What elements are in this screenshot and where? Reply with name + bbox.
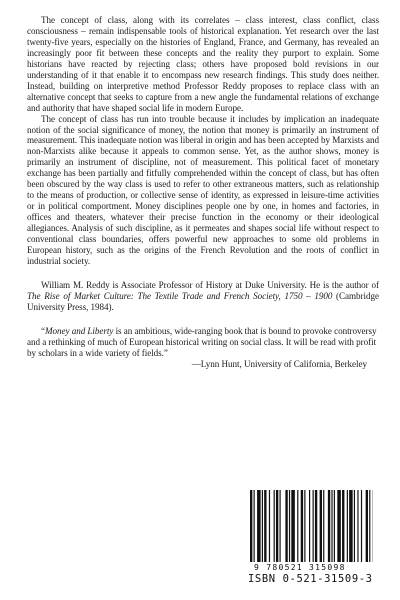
barcode-bar xyxy=(342,490,344,562)
barcode-bar xyxy=(349,490,353,562)
barcode-image xyxy=(249,490,374,562)
barcode-bar xyxy=(369,490,370,562)
isbn-number: ISBN 0-521-31509-3 xyxy=(248,573,373,585)
author-bio xyxy=(27,280,379,313)
barcode-bar xyxy=(320,490,322,562)
barcode-bar xyxy=(334,490,335,562)
barcode-bar xyxy=(280,490,281,562)
barcode-bar xyxy=(337,490,341,562)
barcode-bar xyxy=(347,490,348,562)
barcode-bar xyxy=(354,490,355,562)
barcode-bar xyxy=(304,490,305,562)
barcode-block xyxy=(246,490,376,588)
review-open-quote: “ xyxy=(41,325,45,336)
review-quote xyxy=(27,326,379,370)
barcode-bar xyxy=(361,490,362,562)
author-bio-intro: William M. Reddy is Associate Professor of History at Duke University. He is the author of xyxy=(41,279,379,290)
barcode-bar xyxy=(289,490,290,562)
barcode-bar xyxy=(291,490,295,562)
barcode-bar xyxy=(250,490,252,562)
author-book-title: The Rise of Market Culture: The Textile Trade and French Society, 1750 – 1900 xyxy=(27,290,333,301)
barcode-bar xyxy=(276,490,278,562)
barcode-bar xyxy=(366,490,368,562)
barcode-bar xyxy=(285,490,287,562)
summary-paragraph-2: The concept of class has run into trouble because it includes by implication an inadequate notion of the social significance of money, the notion that money is primarily an instrument of measurement. This inadequate notion was liberal in origin and has been accepted by Marxists and non-Marxists alike because it appeals to common sense. Yet, as the author shows, money is primarily an instrument of discipline, not of measurement. This political facet of monetary exchange has been partially and fitfully comprehended within the concept of class, but has often been obscured by the way class is used to refer to other extraneous matters, such as relationship to the means of production, or collective sense of identity, as expressed in leisure-time activities or in political comportment. Money disciplines people one by one, in homes and factories, in offices and theaters, whatever their precise function in the economy or their ideological allegiances. Analysis of such discipline, as it permeates and shapes social life without respect to conventional class boundaries, offers powerful new approaches to some old problems in European history, such as the origins of the French Revolution and the roots of conflict in industrial society. xyxy=(27,113,379,266)
review-text: is an ambitious, wide-ranging book that is bound to provoke controversy and a rethinking of much of European historical writing on social class. It will be read with profit by scholars in a wide variety of fields.” xyxy=(27,325,377,358)
barcode-bar xyxy=(357,490,358,562)
barcode-bar xyxy=(254,490,255,562)
review-attribution: —Lynn Hunt, University of California, Berkeley xyxy=(191,358,367,369)
summary-paragraph-1: The concept of class, along with its correlates – class interest, class conflict, class consciousness – remain indispensable tools of historical explanation. Yet research over the last twenty-five years, especially on the histories of England, France, and Germany, has revealed an increasingly poor fit between these concepts and the reality they purport to explain. Some historians have reacted by rejecting class; others have proposed bold revisions in our understanding of it that enable it to encompass new research findings. This study does neither. Instead, building on interpretive method Professor Reddy proposes to replace class with an alternative concept that seeks to capture from a new angle the fundamental relations of exchange and authority that have shaped social life in modern Europe. xyxy=(27,15,379,113)
barcode-bar xyxy=(262,490,263,562)
barcode-bar xyxy=(264,490,266,562)
barcode-bar xyxy=(257,490,261,562)
barcode-bar xyxy=(301,490,303,562)
author-book-publisher: (Cambridge University Press, 1984). xyxy=(27,290,379,312)
barcode-bar xyxy=(328,490,330,562)
barcode-bar xyxy=(274,490,275,562)
barcode-bar xyxy=(313,490,314,562)
barcode-bar xyxy=(309,490,310,562)
barcode-bar xyxy=(315,490,317,562)
back-cover-text xyxy=(27,15,379,370)
barcode-digits: 9 780521 315098 xyxy=(254,563,346,572)
barcode-bar xyxy=(331,490,332,562)
review-book-name: Money and Liberty xyxy=(45,325,114,336)
barcode-bar xyxy=(269,490,270,562)
barcode-bar xyxy=(323,490,324,562)
barcode-bar xyxy=(297,490,298,562)
